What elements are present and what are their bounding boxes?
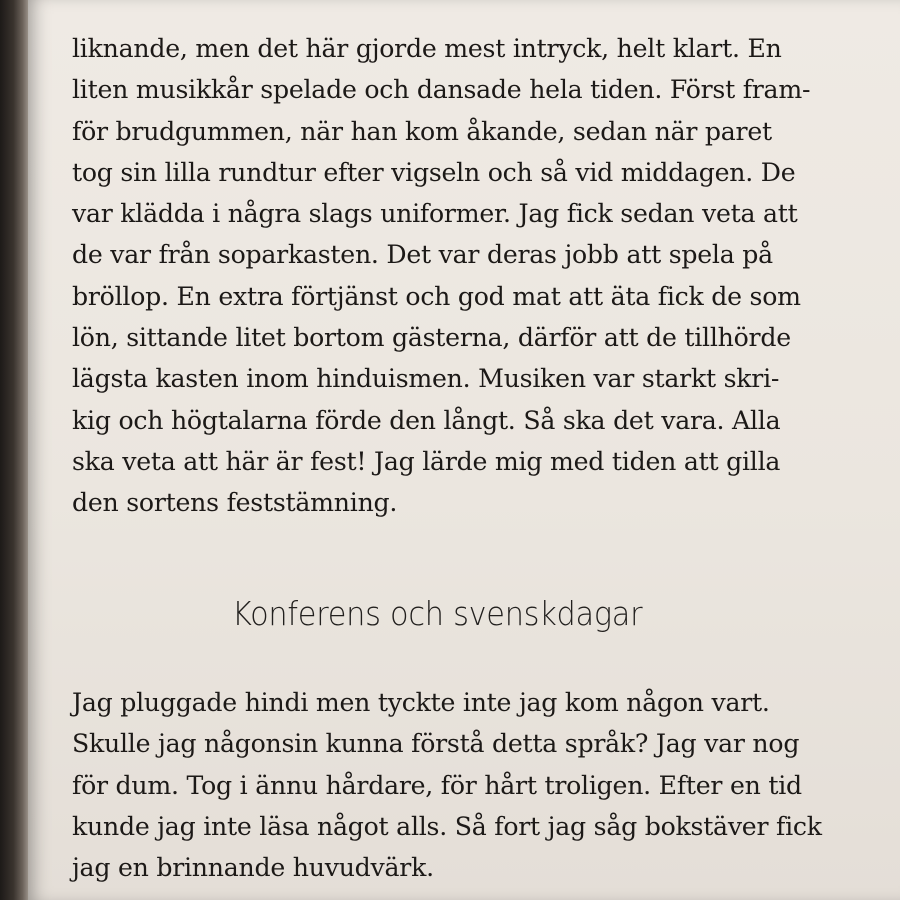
text-line: jag en brinnande huvudvärk. [72,853,434,883]
body-paragraph-2 [72,682,890,888]
body-paragraph-1 [72,28,890,524]
text-line: ska veta att här är fest! Jag lärde mig med tiden att gilla [72,446,781,476]
text-line: var klädda i några slags uniformer. Jag fick sedan veta att [72,199,798,229]
text-line: Skulle jag någonsin kunna förstå detta språk? Jag var nog [72,729,800,759]
text-line: för dum. Tog i ännu hårdare, för hårt troligen. Efter en tid [72,770,802,800]
text-line: liten musikkår spelade och dansade hela tiden. Först fram- [72,75,811,105]
text-line: kig och högtalarna förde den långt. Så ska det vara. Alla [72,405,781,435]
text-line: liknande, men det här gjorde mest intryck, helt klart. En [72,34,782,63]
text-line: de var från soparkasten. Det var deras jobb att spela på [72,240,773,270]
text-line: kunde jag inte läsa något alls. Så fort jag såg bokstäver fick [72,811,822,841]
section-heading: Konferens och svenskdagar [232,594,643,633]
text-line: för brudgummen, när han kom åkande, sedan när paret [72,116,772,146]
text-line: lägsta kasten inom hinduismen. Musiken var starkt skri- [72,364,780,394]
text-line: tog sin lilla rundtur efter vigseln och så vid middagen. De [72,157,796,187]
text-line: lön, sittande litet bortom gästerna, därför att de tillhörde [72,323,791,353]
text-line: den sortens feststämning. [72,488,398,518]
adjacent-page-edge [0,0,30,900]
text-line: bröllop. En extra förtjänst och god mat att äta fick de som [72,281,801,311]
text-line: Jag pluggade hindi men tyckte inte jag kom någon vart. [72,688,770,717]
